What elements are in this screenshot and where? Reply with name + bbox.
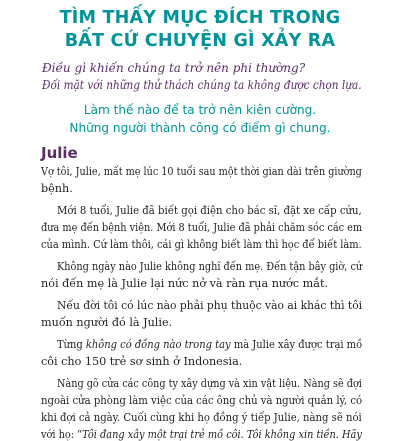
body-line: muốn người đó là Julie. [41,316,173,329]
chapter-title-line-2: BẤT CỨ CHUYỆN GÌ XẢY RA [64,30,336,51]
emphasis-text: không có đồng nào trong tay [85,338,231,351]
body-line: Mới 8 tuổi, Julie đã biết gọi điện cho bác sĩ, đặt xe cấp cứu, [57,204,362,217]
body-line: nói đến mẹ là Julie lại nức nở và ràn rụa nước mắt. [41,277,329,290]
section-heading: Julie [41,144,78,162]
intro-statement-2: Những người thành công có điểm gì chung. [69,120,331,135]
intro-question-1: Điều gì khiến chúng ta trở nên phi thường? [42,61,306,75]
body-line: Không ngày nào Julie không nghĩ đến mẹ. Đến tận bây giờ, cứ [57,260,363,273]
body-line: côi cho 150 trẻ sơ sinh ở Indonesia. [41,355,243,368]
body-line: Nếu đời tôi có lúc nào phải phụ thuộc vào ai khác thì tôi [57,299,363,312]
emphasis-text: Tôi đang xây một trại trẻ mồ côi. Tôi không xin tiền. Hãy [82,428,362,441]
body-line [57,338,362,351]
body-line [41,428,362,441]
body-text: mà Julie xây được trại mồ [230,338,363,351]
intro-statement-1: Làm thế nào để ta trở nên kiên cường. [83,102,317,117]
intro-question-2: Đối mặt với những thử thách chúng ta không được chọn lựa. [42,78,362,92]
body-line: khi đợi cả ngày. Cuối cùng khi họ đồng ý tiếp Julie, nàng sẽ nói [41,411,362,424]
body-line: Vợ tôi, Julie, mất mẹ lúc 10 tuổi sau một thời gian dài trên giường [41,165,362,178]
body-line: đưa mẹ đến bệnh viện. Mới 8 tuổi, Julie đã phải chăm sóc các em [41,221,363,234]
body-line: ngoài cửa phòng làm việc của các ông chủ và người quản lý, có [41,394,363,407]
body-line: của mình. Cứ làm thôi, cái gì không biết làm thì học để biết làm. [41,238,362,251]
body-line: bệnh. [41,182,73,195]
body-text: với họ: “ [41,428,83,441]
body-line: Nàng gõ cửa các công ty xây dựng và xin vật liệu. Nàng sẽ đợi [57,377,362,390]
body-text: Từng [57,338,86,351]
chapter-title-line-1: TÌM THẤY MỤC ĐÍCH TRONG [59,7,341,28]
